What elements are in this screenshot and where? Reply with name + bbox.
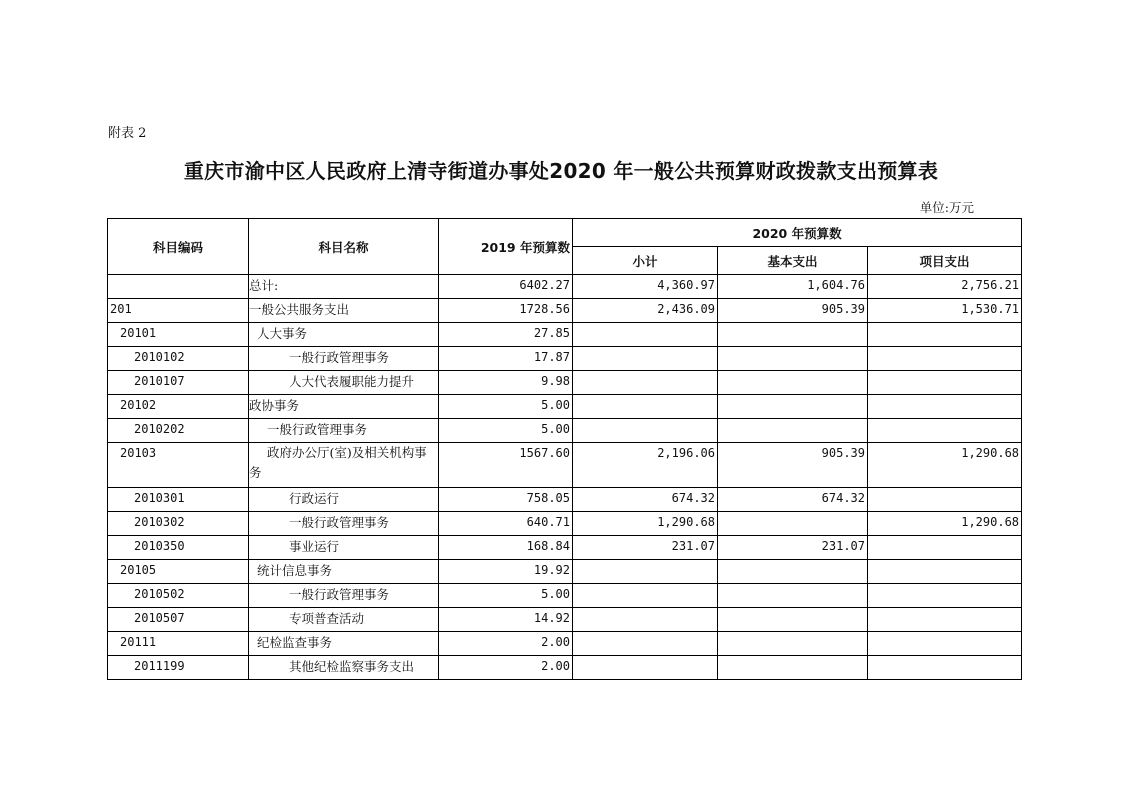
row-subtotal: 2,436.09 bbox=[573, 299, 718, 323]
row-code: 2010507 bbox=[108, 608, 249, 632]
table-row bbox=[108, 656, 1022, 680]
table-row bbox=[108, 632, 1022, 656]
row-basic: 231.07 bbox=[718, 536, 868, 560]
row-budget-2019: 27.85 bbox=[439, 323, 573, 347]
table-row bbox=[108, 608, 1022, 632]
row-name: 一般行政管理事务 bbox=[249, 584, 439, 608]
annex-label: 附表 2 bbox=[108, 126, 147, 141]
row-name: 一般行政管理事务 bbox=[249, 512, 439, 536]
row-project: 1,290.68 bbox=[868, 512, 1022, 536]
page-title: 重庆市渝中区人民政府上清寺街道办事处2020 年一般公共预算财政拨款支出预算表 bbox=[183, 159, 939, 183]
row-name: 一般行政管理事务 bbox=[249, 347, 439, 371]
row-basic bbox=[718, 656, 868, 680]
table-row bbox=[108, 488, 1022, 512]
row-project bbox=[868, 656, 1022, 680]
row-budget-2019: 168.84 bbox=[439, 536, 573, 560]
row-subtotal bbox=[573, 608, 718, 632]
row-subtotal bbox=[573, 560, 718, 584]
row-code: 2010502 bbox=[108, 584, 249, 608]
table-row bbox=[108, 275, 1022, 299]
header-project: 项目支出 bbox=[868, 247, 1022, 275]
row-budget-2019: 2.00 bbox=[439, 656, 573, 680]
row-name: 其他纪检监察事务支出 bbox=[249, 656, 439, 680]
row-code: 2010102 bbox=[108, 347, 249, 371]
row-code: 2010202 bbox=[108, 419, 249, 443]
row-project bbox=[868, 347, 1022, 371]
row-budget-2019: 14.92 bbox=[439, 608, 573, 632]
row-budget-2019: 9.98 bbox=[439, 371, 573, 395]
table-row bbox=[108, 443, 1022, 488]
row-name: 一般公共服务支出 bbox=[249, 299, 439, 323]
row-budget-2019: 2.00 bbox=[439, 632, 573, 656]
row-subtotal: 231.07 bbox=[573, 536, 718, 560]
row-budget-2019: 6402.27 bbox=[439, 275, 573, 299]
row-project bbox=[868, 371, 1022, 395]
row-code: 2011199 bbox=[108, 656, 249, 680]
row-subtotal bbox=[573, 419, 718, 443]
row-project bbox=[868, 419, 1022, 443]
row-subtotal bbox=[573, 371, 718, 395]
row-basic bbox=[718, 419, 868, 443]
row-budget-2019: 1567.60 bbox=[439, 443, 573, 488]
table-row bbox=[108, 584, 1022, 608]
table-row bbox=[108, 323, 1022, 347]
row-project bbox=[868, 488, 1022, 512]
table-row bbox=[108, 512, 1022, 536]
row-subtotal bbox=[573, 584, 718, 608]
row-basic bbox=[718, 632, 868, 656]
row-code: 2010350 bbox=[108, 536, 249, 560]
unit-label: 单位:万元 bbox=[919, 200, 974, 215]
table-row bbox=[108, 299, 1022, 323]
row-basic: 674.32 bbox=[718, 488, 868, 512]
row-budget-2019: 17.87 bbox=[439, 347, 573, 371]
row-project bbox=[868, 536, 1022, 560]
header-subtotal: 小计 bbox=[573, 247, 718, 275]
row-subtotal: 674.32 bbox=[573, 488, 718, 512]
row-subtotal bbox=[573, 347, 718, 371]
row-name: 行政运行 bbox=[249, 488, 439, 512]
table-row bbox=[108, 371, 1022, 395]
header-budget-2020: 2020 年预算数 bbox=[573, 219, 1022, 247]
row-budget-2019: 758.05 bbox=[439, 488, 573, 512]
row-code: 20102 bbox=[108, 395, 249, 419]
row-subtotal: 1,290.68 bbox=[573, 512, 718, 536]
row-project bbox=[868, 584, 1022, 608]
row-subtotal bbox=[573, 632, 718, 656]
row-name: 事业运行 bbox=[249, 536, 439, 560]
row-code: 2010301 bbox=[108, 488, 249, 512]
table-row bbox=[108, 395, 1022, 419]
table-row bbox=[108, 419, 1022, 443]
row-subtotal: 4,360.97 bbox=[573, 275, 718, 299]
row-basic: 905.39 bbox=[718, 299, 868, 323]
row-project bbox=[868, 608, 1022, 632]
row-code: 2010107 bbox=[108, 371, 249, 395]
header-code: 科目编码 bbox=[108, 219, 249, 275]
row-project bbox=[868, 632, 1022, 656]
row-subtotal bbox=[573, 395, 718, 419]
row-name: 纪检监查事务 bbox=[249, 632, 439, 656]
row-subtotal bbox=[573, 656, 718, 680]
row-code: 20111 bbox=[108, 632, 249, 656]
row-budget-2019: 5.00 bbox=[439, 419, 573, 443]
header-name: 科目名称 bbox=[249, 219, 439, 275]
row-basic bbox=[718, 560, 868, 584]
table-row bbox=[108, 347, 1022, 371]
row-code: 20105 bbox=[108, 560, 249, 584]
row-code: 20103 bbox=[108, 443, 249, 488]
row-code: 201 bbox=[108, 299, 249, 323]
row-budget-2019: 5.00 bbox=[439, 584, 573, 608]
row-basic bbox=[718, 395, 868, 419]
row-basic: 905.39 bbox=[718, 443, 868, 488]
row-budget-2019: 640.71 bbox=[439, 512, 573, 536]
row-budget-2019: 19.92 bbox=[439, 560, 573, 584]
row-project bbox=[868, 395, 1022, 419]
row-name: 总计: bbox=[249, 275, 439, 299]
row-basic bbox=[718, 584, 868, 608]
row-name: 人大事务 bbox=[249, 323, 439, 347]
budget-table bbox=[107, 218, 1022, 680]
row-project bbox=[868, 323, 1022, 347]
row-name: 专项普查活动 bbox=[249, 608, 439, 632]
row-name: 一般行政管理事务 bbox=[249, 419, 439, 443]
header-budget-2019: 2019 年预算数 bbox=[439, 219, 573, 275]
row-name: 政协事务 bbox=[249, 395, 439, 419]
row-code: 20101 bbox=[108, 323, 249, 347]
table-row bbox=[108, 560, 1022, 584]
row-project bbox=[868, 560, 1022, 584]
row-code bbox=[108, 275, 249, 299]
row-name: 统计信息事务 bbox=[249, 560, 439, 584]
row-name: 政府办公厅(室)及相关机构事务 bbox=[249, 443, 439, 488]
row-subtotal bbox=[573, 323, 718, 347]
row-budget-2019: 5.00 bbox=[439, 395, 573, 419]
row-project: 2,756.21 bbox=[868, 275, 1022, 299]
row-basic bbox=[718, 347, 868, 371]
row-subtotal: 2,196.06 bbox=[573, 443, 718, 488]
row-code: 2010302 bbox=[108, 512, 249, 536]
row-basic bbox=[718, 608, 868, 632]
row-project: 1,290.68 bbox=[868, 443, 1022, 488]
row-basic bbox=[718, 371, 868, 395]
row-basic bbox=[718, 512, 868, 536]
row-name: 人大代表履职能力提升 bbox=[249, 371, 439, 395]
table-row bbox=[108, 536, 1022, 560]
row-basic: 1,604.76 bbox=[718, 275, 868, 299]
header-basic: 基本支出 bbox=[718, 247, 868, 275]
row-project: 1,530.71 bbox=[868, 299, 1022, 323]
row-budget-2019: 1728.56 bbox=[439, 299, 573, 323]
row-basic bbox=[718, 323, 868, 347]
